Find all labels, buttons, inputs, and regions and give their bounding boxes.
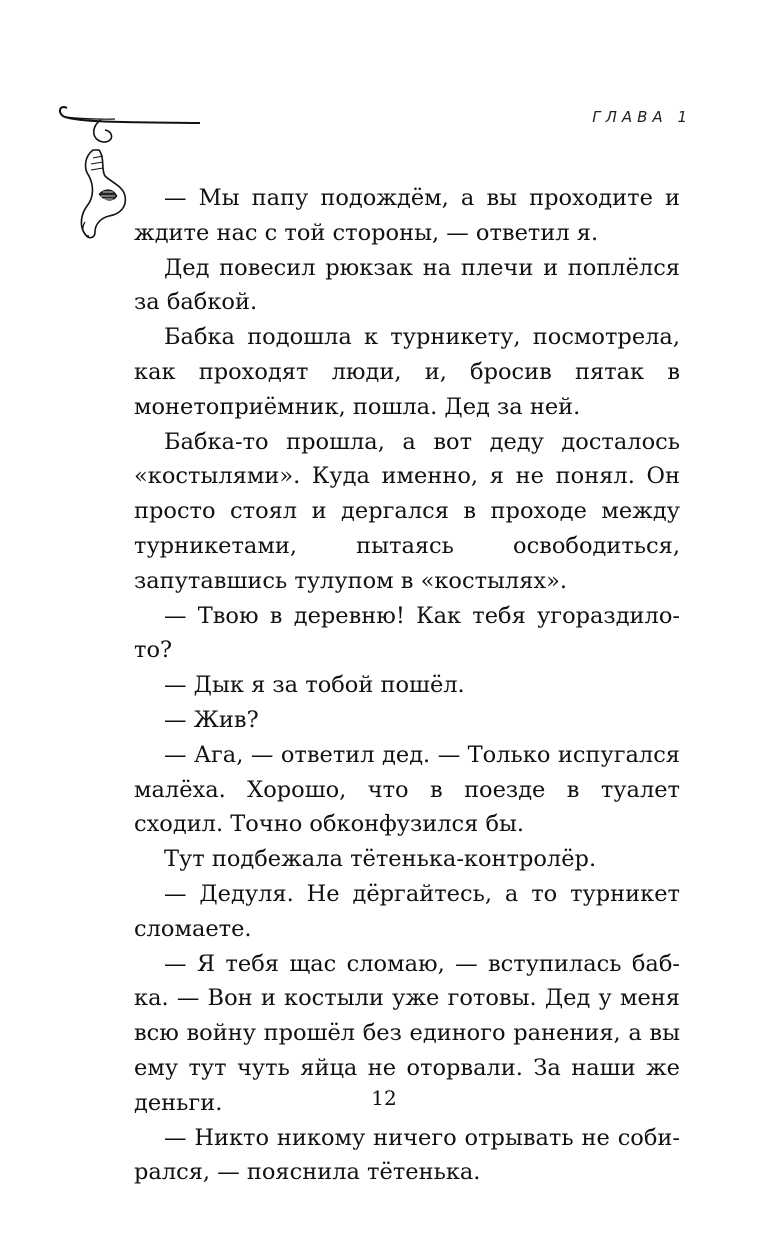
paragraph: — Твою в деревню! Как тебя угораздило-то?: [134, 602, 680, 664]
chapter-header: ГЛАВА 1: [592, 108, 692, 126]
paragraph: Бабка подошла к турникету, посмотрела, как проходят люди, и, бросив пятак в монетоприёмник, пошла. Дед за ней.: [134, 324, 680, 420]
paragraph: Тут подбежала тётенька-контролёр.: [164, 846, 597, 873]
paragraph: — Дык я за тобой пошёл.: [164, 672, 465, 699]
paragraph: — Я тебя щас сломаю, — вступилась бабка. — Вон и костыли уже готовы. Дед у меня всю войну прошёл без единого ранения, а вы ему тут чуть яйца не оторвали. За наши же деньги.: [134, 950, 680, 1116]
paragraph: Дед повесил рюкзак на плечи и поплёлся за бабкой.: [134, 254, 680, 316]
paragraph: — Дедуля. Не дёргайтесь, а то турникет сломаете.: [134, 880, 680, 942]
paragraph: — Никто никому ничего отрывать не собирался, — пояснила тётенька.: [134, 1124, 680, 1186]
paragraph: Бабка-то прошла, а вот деду досталось «костылями». Куда именно, я не понял. Он просто стоял и дергался в проходе между турникетами, пытаясь освободиться, запутавшись тулупом в «костылях».: [134, 428, 680, 594]
page-number: 12: [371, 1086, 397, 1110]
paragraph: — Жив?: [164, 706, 259, 733]
page-body-text: [134, 181, 680, 1190]
paragraph: — Мы папу подождём, а вы проходите и ждите нас с той стороны, — ответил я.: [134, 185, 680, 246]
paragraph: — Ага, — ответил дед. — Только испугался малёха. Хорошо, что в поезде в туалет сходил. Точно обконфузился бы.: [134, 741, 680, 838]
